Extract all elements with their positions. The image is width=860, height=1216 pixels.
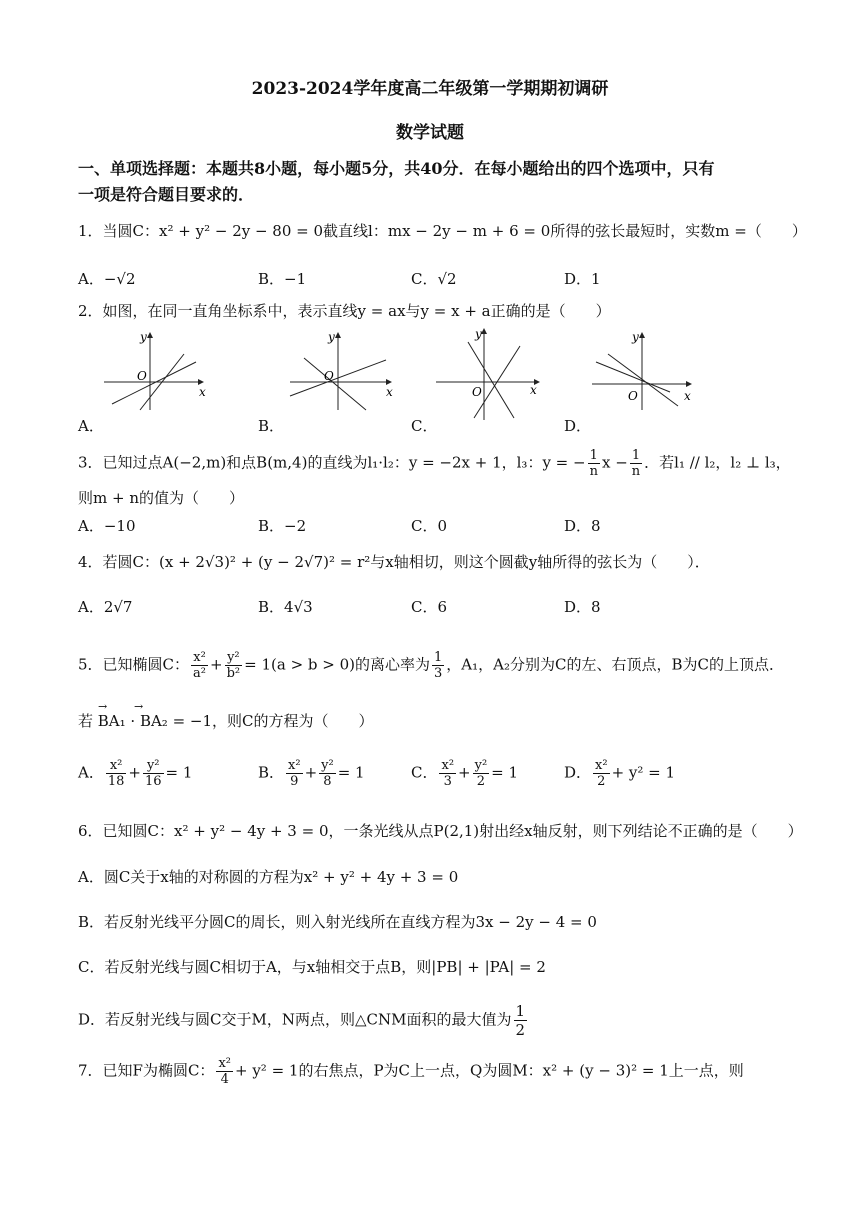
q5-stem-line2: 若 BA₁ · BA₂ = −1，则C的方程为（ ）	[78, 712, 374, 730]
q2-option-a: A．	[78, 417, 104, 435]
q4-option-b: B．4√3	[258, 598, 313, 616]
page-subtitle: 数学试题	[396, 123, 464, 143]
q6-option-c: C．若反射光线与圆C相切于A，与x轴相交于点B，则|PB| + |PA| = 2	[78, 958, 546, 976]
q2-a-y-label: y	[140, 330, 147, 344]
q5-option-c: C． $\frac{\text{x²}}{3}$ + $\frac{\text{y²}}{2}$ = 1	[411, 758, 519, 789]
q5-option-a: A． $\frac{\text{x²}}{18}$ + $\frac{\text{y²}}{16}$ = 1	[78, 758, 193, 789]
q2-c-origin: O	[472, 385, 482, 399]
q2-a-x-label: x	[199, 385, 206, 399]
q2-option-c: C．	[411, 417, 438, 435]
section-heading-line1: 一、单项选择题：本题共8小题，每小题5分，共40分．在每小题给出的四个选项中，只有	[78, 159, 715, 178]
q2-option-b: B．	[258, 417, 285, 435]
q7-stem: 7．已知F为椭圆C： $\frac{\text{x²}}{4}$ + y² = 1的右焦点，P为C上一点，Q为圆M：x² + (y − 3)² = 1上一点，则	[78, 1056, 744, 1087]
q2-d-origin: O	[628, 389, 638, 403]
q3-stem-line1: 3．已知过点A(−2,m)和点B(m,4)的直线为l₁·l₂：y = −2x + 1，l₃：y = − $\frac{1}{n}$ x − $\frac{1}{n}$ ．若l₁ // l₂，l₂ ⊥ l₃，	[78, 448, 791, 479]
q5-stem-line1: 5．已知椭圆C： $\frac{\text{x²}}{\text{a²}}$ + $\frac{\text{y²}}{\text{b²}}$ = 1(a > b > 0)的离心率为 $\frac{1}{3}$ ，A₁，A₂分别为C的左、右顶点，B为C的上顶点．	[78, 650, 784, 681]
q3-option-a: A．−10	[78, 517, 136, 535]
q6-option-b: B．若反射光线平分圆C的周长，则入射光线所在直线方程为3x − 2y − 4 = 0	[78, 913, 597, 931]
q6-option-a: A．圆C关于x轴的对称圆的方程为x² + y² + 4y + 3 = 0	[78, 868, 459, 886]
q5-option-b: B． $\frac{\text{x²}}{9}$ + $\frac{\text{y²}}{8}$ = 1	[258, 758, 365, 789]
q2-d-y-label: y	[632, 330, 639, 344]
q1-option-b: B．−1	[258, 270, 307, 288]
q3-stem-line2: 则m + n的值为（ ）	[78, 489, 244, 507]
q4-option-c: C．6	[411, 598, 448, 616]
q6-option-d: D．若反射光线与圆C交于M，N两点，则△CNM面积的最大值为 $\frac{1}{2}$	[78, 1002, 526, 1039]
q2-b-x-label: x	[386, 385, 393, 399]
q4-option-d: D．8	[564, 598, 601, 616]
q5-vector-arrow-1: →	[98, 700, 108, 713]
q2-c-y-label: y	[475, 327, 482, 341]
q2-graph-c	[434, 326, 546, 422]
q2-graph-d	[590, 330, 700, 412]
q1-option-c: C．√2	[411, 270, 457, 288]
q2-c-x-label: x	[530, 383, 537, 397]
section-heading-line2: 一项是符合题目要求的．	[78, 185, 255, 204]
q4-option-a: A．2√7	[78, 598, 133, 616]
q2-a-origin: O	[137, 369, 147, 383]
q2-d-x-label: x	[684, 389, 691, 403]
q5-vector-arrow-2: →	[134, 700, 144, 713]
q1-option-a: A．−√2	[78, 270, 136, 288]
q4-stem: 4．若圆C：(x + 2√3)² + (y − 2√7)² = r²与x轴相切，则这个圆截y轴所得的弦长为（ ）．	[78, 553, 710, 571]
q1-option-d: D．1	[564, 270, 601, 288]
q2-option-d: D．	[564, 417, 592, 435]
q2-b-origin: O	[324, 369, 334, 383]
q3-option-d: D．8	[564, 517, 601, 535]
q2-graph-a	[100, 330, 210, 412]
q2-b-y-label: y	[328, 330, 335, 344]
page-title: 2023-2024学年度高二年级第一学期期初调研	[251, 79, 609, 99]
q2-graph-b	[286, 330, 398, 412]
q3-option-b: B．−2	[258, 517, 307, 535]
q3-option-c: C．0	[411, 517, 448, 535]
q6-stem: 6．已知圆C：x² + y² − 4y + 3 = 0，一条光线从点P(2,1)射出经x轴反射，则下列结论不正确的是（ ）	[78, 822, 803, 840]
q5-option-d: D． $\frac{\text{x²}}{2}$ + y² = 1	[564, 758, 676, 789]
q2-stem: 2．如图，在同一直角坐标系中，表示直线y = ax与y = x + a正确的是（ ）	[78, 302, 611, 320]
q1-stem: 1．当圆C：x² + y² − 2y − 80 = 0截直线l：mx − 2y − m + 6 = 0所得的弦长最短时，实数m =（ ）	[78, 222, 807, 240]
